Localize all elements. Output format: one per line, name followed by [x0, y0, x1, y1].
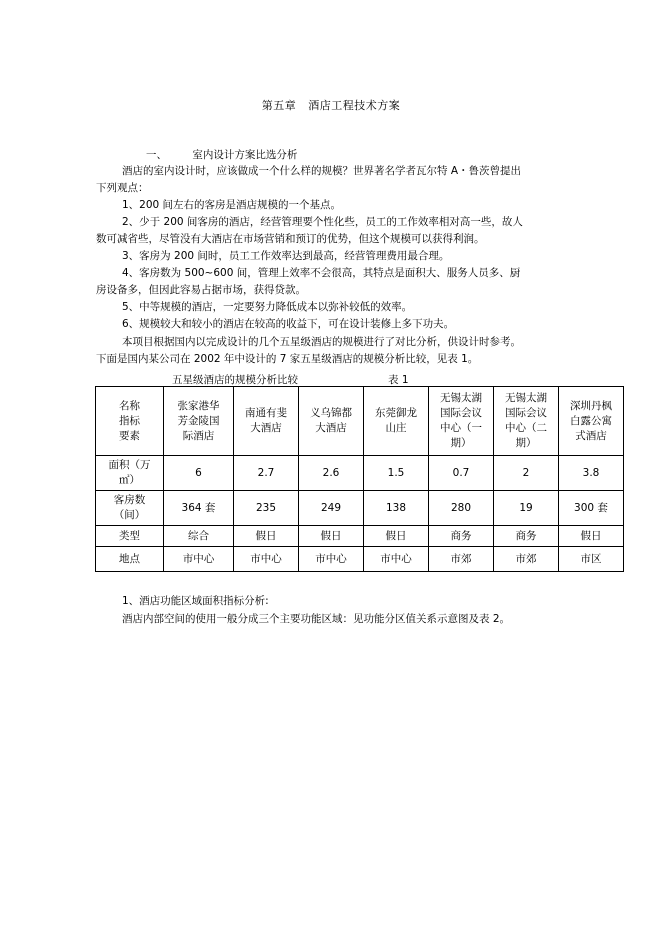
table-caption: 五星级酒店的规模分析比较 — [172, 374, 298, 386]
table-row-area — [96, 456, 624, 491]
table-header-row — [96, 387, 624, 456]
table-cell: 0.7 — [429, 456, 494, 491]
section-title: 室内设计方案比选分析 — [192, 149, 298, 161]
subsection-heading: 1、酒店功能区域面积指标分析: — [122, 595, 269, 607]
corner-header-cell: 名称 指标 要素 — [96, 387, 164, 456]
hotel-name-cell: 南通有斐 大酒店 — [234, 387, 299, 456]
paragraph-line: 酒店内部空间的使用一般分成三个主要功能区域：见功能分区值关系示意图及表 2。 — [122, 613, 511, 625]
table-cell: 3.8 — [559, 456, 624, 491]
hotel-comparison-table — [95, 386, 624, 572]
hotel-name-cell: 张家港华 芳金陵国 际酒店 — [164, 387, 234, 456]
table-cell: 235 — [234, 491, 299, 526]
paragraph-line: 数可减省些，尽管没有大酒店在市场营销和预订的优势，但这个规模可以获得利润。 — [96, 233, 485, 245]
table-row-location — [96, 547, 624, 572]
paragraph-line: 6、规模较大和较小的酒店在较高的收益下，可在设计装修上多下功夫。 — [122, 318, 455, 330]
paragraph-line: 5、中等规模的酒店，一定要努力降低成本以弥补较低的效率。 — [122, 301, 413, 313]
table-cell: 280 — [429, 491, 494, 526]
table-cell: 2.6 — [299, 456, 364, 491]
row-label-cell: 面积（万 ㎡） — [96, 456, 164, 491]
paragraph-line: 3、客房为 200 间时，员工工作效率达到最高，经营管理费用最合理。 — [122, 250, 450, 262]
table-cell: 市中心 — [364, 547, 429, 572]
table-cell: 2 — [494, 456, 559, 491]
table-cell: 市区 — [559, 547, 624, 572]
table-cell: 249 — [299, 491, 364, 526]
table-cell: 假日 — [364, 526, 429, 547]
paragraph-line: 本项目根据国内以完成设计的几个五星级酒店的规模进行了对比分析，供设计时参考。 — [122, 336, 521, 348]
table-cell: 市中心 — [234, 547, 299, 572]
row-label-cell: 客房数 （间） — [96, 491, 164, 526]
table-cell: 市郊 — [494, 547, 559, 572]
table-cell: 市郊 — [429, 547, 494, 572]
hotel-name-cell: 义乌锦都 大酒店 — [299, 387, 364, 456]
chapter-title: 酒店工程技术方案 — [308, 99, 401, 112]
table-cell: 综合 — [164, 526, 234, 547]
section-number: 一、 — [146, 149, 167, 161]
table-row-rooms — [96, 491, 624, 526]
paragraph-line: 下列观点： — [96, 182, 149, 194]
hotel-name-cell: 无锡太湖 国际会议 中心（一 期） — [429, 387, 494, 456]
table-cell: 假日 — [299, 526, 364, 547]
paragraph-line: 房设备多，但因此容易占据市场，获得贷款。 — [96, 284, 306, 296]
table-cell: 138 — [364, 491, 429, 526]
hotel-name-cell: 深圳丹枫 白露公寓 式酒店 — [559, 387, 624, 456]
table-cell: 市中心 — [299, 547, 364, 572]
table-cell: 假日 — [559, 526, 624, 547]
table-row-type — [96, 526, 624, 547]
paragraph-line: 酒店的室内设计时，应该做成一个什么样的规模？世界著名学者瓦尔特 A・鲁茨曾提出 — [122, 165, 522, 177]
table-cell: 364 套 — [164, 491, 234, 526]
table-cell: 19 — [494, 491, 559, 526]
paragraph-line: 1、200 间左右的客房是酒店规模的一个基点。 — [122, 199, 342, 211]
chapter-heading — [0, 97, 662, 113]
row-label-cell: 地点 — [96, 547, 164, 572]
table-cell: 市中心 — [164, 547, 234, 572]
paragraph-line: 4、客房数为 500~600 间，管理上效率不会很高，其特点是面积大、服务人员多、厨 — [122, 267, 521, 279]
table-cell: 商务 — [429, 526, 494, 547]
table-cell: 300 套 — [559, 491, 624, 526]
hotel-name-cell: 无锡太湖 国际会议 中心（二 期） — [494, 387, 559, 456]
section-heading — [146, 148, 297, 162]
chapter-number: 第五章 — [261, 99, 297, 112]
hotel-name-cell: 东莞御龙 山庄 — [364, 387, 429, 456]
table-cell: 2.7 — [234, 456, 299, 491]
paragraph-line: 2、少于 200 间客房的酒店，经营管理要个性化些，员工的工作效率相对高一些，故人 — [122, 216, 523, 228]
table-cell: 6 — [164, 456, 234, 491]
paragraph-line: 下面是国内某公司在 2002 年中设计的 7 家五星级酒店的规模分析比较，见表 1。 — [96, 353, 479, 365]
row-label-cell: 类型 — [96, 526, 164, 547]
table-cell: 假日 — [234, 526, 299, 547]
table-cell: 商务 — [494, 526, 559, 547]
table-cell: 1.5 — [364, 456, 429, 491]
table-label: 表 1 — [388, 374, 409, 386]
